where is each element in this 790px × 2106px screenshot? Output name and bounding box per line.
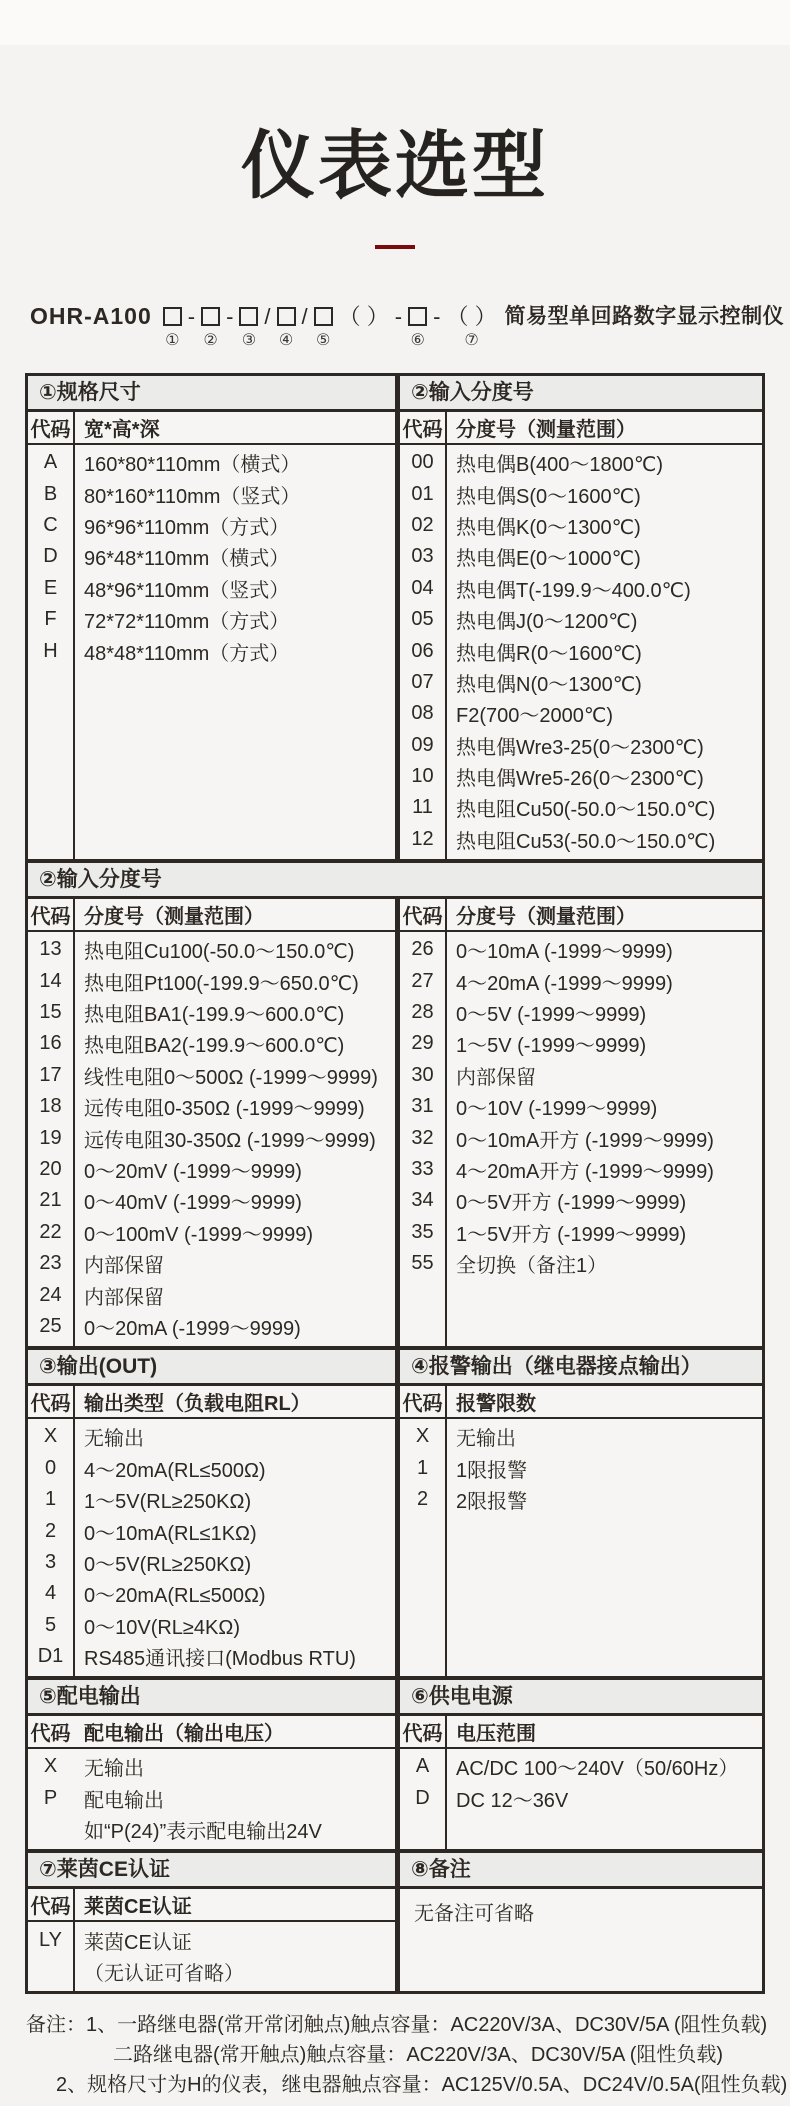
table-row	[400, 698, 762, 729]
table-row	[28, 934, 395, 965]
table-row	[28, 997, 395, 1028]
table-row	[400, 1248, 762, 1279]
value-cell: DC 12～36V	[456, 1789, 569, 1812]
table-row	[400, 667, 762, 698]
separator-glyph: （ ）	[446, 304, 497, 329]
code-cell: H	[43, 639, 58, 662]
table-row	[400, 1217, 762, 1248]
value-cell: 0～5V(RL≥250KΩ)	[84, 1553, 252, 1576]
code-cell: 10	[411, 765, 434, 788]
value-cell: 无输出	[456, 1428, 516, 1451]
table-row	[400, 997, 762, 1028]
code-cell: 35	[411, 1220, 434, 1243]
table-row	[400, 447, 762, 478]
box-outline	[277, 307, 296, 326]
code-cell: 16	[39, 1032, 62, 1055]
value-cell: 0～10V (-1999～9999)	[456, 1098, 658, 1121]
table-section	[28, 859, 762, 1346]
model-code-line	[30, 303, 790, 351]
code-cell: 03	[411, 545, 434, 568]
table-row	[400, 934, 762, 965]
table-half	[28, 412, 395, 859]
table-row	[28, 447, 395, 478]
footnote-line: 2、规格尺寸为H的仪表，继电器触点容量：AC125V/0.5A、DC24V/0.5A(阻性负载)	[56, 2074, 788, 2097]
code-cell: 02	[411, 513, 434, 536]
value-cell: 热电偶T(-199.9～400.0℃)	[456, 579, 691, 602]
code-cell: 4	[44, 1582, 57, 1605]
code-column-header: 代码	[30, 906, 71, 929]
table-row	[400, 1484, 762, 1515]
code-cell: 55	[411, 1252, 434, 1275]
code-cell: 04	[411, 576, 434, 599]
value-cell: 0～20mA(RL≤500Ω)	[84, 1585, 266, 1608]
label-column-header: 宽*高*深	[84, 419, 160, 441]
table-header-row	[28, 899, 395, 932]
table-row	[400, 824, 762, 855]
separator-glyph: /	[301, 304, 308, 329]
code-column-header: 代码	[402, 906, 443, 929]
section-title: ②输入分度号	[28, 863, 762, 899]
separator-glyph: （ ）	[338, 304, 389, 329]
code-cell: 17	[39, 1063, 62, 1086]
model-box	[408, 303, 427, 351]
table-row	[28, 1453, 395, 1484]
code-cell: 31	[411, 1095, 434, 1118]
code-cell: B	[43, 482, 58, 505]
code-cell: 28	[411, 1001, 434, 1024]
code-cell: D	[43, 545, 58, 568]
table-header-row	[400, 899, 762, 932]
value-cell: 热电偶R(0～1600℃)	[456, 642, 642, 665]
code-cell: 22	[39, 1220, 62, 1243]
value-cell: 无输出	[84, 1428, 144, 1451]
code-column-header: 代码	[402, 1723, 443, 1746]
section-note-text: 无备注可省略	[414, 1903, 534, 1926]
box-glyph	[314, 303, 333, 330]
value-cell: 热电偶Wre3-25(0～2300℃)	[456, 736, 704, 759]
code-cell: 33	[411, 1158, 434, 1180]
table-row	[28, 1547, 395, 1578]
code-cell: A	[43, 451, 58, 474]
code-cell: 2	[44, 1519, 57, 1542]
code-cell: 12	[411, 827, 434, 850]
box-outline	[314, 307, 333, 326]
table-row	[400, 1185, 762, 1216]
box-outline	[163, 307, 182, 326]
table-header-row	[400, 1386, 762, 1419]
model-separator	[302, 303, 308, 351]
value-cell: 热电偶J(0～1200℃)	[456, 611, 638, 634]
table-header-row	[28, 412, 395, 445]
separator-glyph: -	[394, 304, 403, 329]
code-cell: 34	[411, 1189, 434, 1212]
footnote-line: 备注：1、一路继电器(常开常闭触点)触点容量：AC220V/3A、DC30V/5A (阻性负载)	[26, 2014, 768, 2037]
code-cell: 14	[39, 969, 62, 992]
code-column-header: 代码	[402, 1393, 443, 1416]
table-half	[400, 899, 762, 1346]
table-row	[400, 1060, 762, 1091]
table-half	[400, 412, 762, 859]
value-cell: 80*160*110mm（竖式）	[84, 485, 301, 508]
table-row	[28, 635, 395, 666]
value-cell: 1～5V (-1999～9999)	[456, 1035, 647, 1058]
table-header-row	[28, 1386, 395, 1419]
separator-glyph: -	[433, 304, 441, 329]
table-row	[28, 541, 395, 572]
table-row	[28, 1751, 395, 1782]
code-cell: 06	[411, 639, 434, 662]
code-cell: 2	[416, 1488, 429, 1511]
box-glyph	[239, 303, 258, 330]
table-row	[400, 1783, 762, 1814]
section-title: ⑦莱茵CE认证	[28, 1853, 395, 1889]
table-row	[400, 1091, 762, 1122]
code-cell: 32	[411, 1126, 434, 1149]
table-row	[28, 1515, 395, 1546]
code-cell: X	[415, 1425, 430, 1448]
value-cell: 热电阻Cu100(-50.0～150.0℃)	[84, 941, 355, 964]
table-half	[400, 1889, 762, 1991]
table-row	[28, 1578, 395, 1609]
code-cell: 05	[411, 608, 434, 631]
section-title: ⑧备注	[400, 1853, 762, 1889]
code-cell: A	[415, 1755, 430, 1778]
table-row	[400, 541, 762, 572]
value-cell: AC/DC 100～240V（50/60Hz）	[456, 1758, 739, 1781]
table-row	[28, 573, 395, 604]
table-half	[28, 1716, 395, 1849]
value-cell: 热电阻BA2(-199.9～600.0℃)	[84, 1035, 345, 1058]
value-cell: 配电输出	[84, 1789, 164, 1812]
code-cell: 21	[39, 1189, 62, 1212]
circled-number: ⑤	[316, 332, 331, 349]
model-box	[201, 303, 220, 351]
model-separator	[264, 303, 270, 351]
selection-table	[25, 373, 765, 1994]
value-cell: 96*48*110mm（横式）	[84, 548, 290, 571]
table-row	[400, 635, 762, 666]
value-cell: 1～5V开方 (-1999～9999)	[456, 1223, 687, 1246]
value-cell: 4～20mA开方 (-1999～9999)	[456, 1161, 714, 1183]
value-cell: 0～40mV (-1999～9999)	[84, 1192, 302, 1215]
value-cell: 热电偶E(0～1000℃)	[456, 548, 641, 571]
code-cell: 20	[39, 1158, 62, 1180]
value-cell: 0～20mV (-1999～9999)	[84, 1161, 302, 1183]
value-cell: 4～20mA (-1999～9999)	[456, 972, 673, 995]
separator-glyph: /	[264, 304, 271, 329]
table-row	[28, 510, 395, 541]
value-cell: 160*80*110mm（横式）	[84, 454, 301, 477]
table-row	[400, 1154, 762, 1185]
table-row	[28, 1091, 395, 1122]
table-row	[400, 1122, 762, 1153]
table-row	[28, 604, 395, 635]
table-row	[400, 965, 762, 996]
code-cell: 11	[412, 796, 433, 819]
circled-number: ②	[203, 332, 218, 349]
table-row	[28, 1279, 395, 1310]
table-row	[28, 965, 395, 996]
table-row	[28, 1956, 395, 1987]
value-cell: 72*72*110mm（方式）	[84, 611, 290, 634]
table-row	[28, 1814, 395, 1845]
box-glyph	[201, 303, 220, 330]
page-title: 仪表选型	[241, 124, 549, 207]
code-cell: 27	[411, 969, 434, 992]
model-box	[163, 303, 182, 351]
table-header-row	[28, 1716, 395, 1749]
table-row	[400, 792, 762, 823]
code-cell: P	[43, 1786, 58, 1809]
value-cell: 热电偶S(0～1600℃)	[456, 485, 641, 508]
box-outline	[408, 307, 427, 326]
table-row	[28, 1060, 395, 1091]
value-cell: 1限报警	[456, 1459, 528, 1482]
value-cell: 全切换（备注1）	[456, 1255, 608, 1278]
separator-glyph: -	[187, 304, 196, 329]
table-row	[400, 761, 762, 792]
value-cell: 0～5V开方 (-1999～9999)	[456, 1192, 687, 1215]
value-cell: 内部保留	[84, 1286, 164, 1309]
code-cell: X	[43, 1755, 58, 1778]
value-cell: 内部保留	[84, 1255, 164, 1278]
box-glyph	[408, 303, 427, 330]
code-cell: D	[415, 1786, 430, 1809]
label-column-header: 电压范围	[456, 1723, 536, 1746]
table-row	[400, 604, 762, 635]
code-cell: 0	[44, 1456, 57, 1479]
footnotes	[26, 2010, 790, 2100]
table-row	[400, 510, 762, 541]
value-cell: 48*48*110mm（方式）	[84, 642, 290, 665]
value-cell: 热电阻BA1(-199.9～600.0℃)	[84, 1004, 345, 1027]
label-column-header: 配电输出（输出电压）	[84, 1723, 284, 1746]
box-outline	[239, 307, 258, 326]
table-row	[28, 1610, 395, 1641]
code-cell: 26	[411, 938, 434, 961]
value-cell: 96*96*110mm（方式）	[84, 516, 290, 539]
table-row	[28, 1154, 395, 1185]
model-box	[314, 303, 333, 351]
value-cell: 0～10mA开方 (-1999～9999)	[456, 1129, 714, 1152]
value-cell: 0～10mA(RL≤1KΩ)	[84, 1522, 257, 1545]
value-cell: F2(700～2000℃)	[456, 705, 613, 728]
code-cell: X	[43, 1425, 58, 1448]
table-row	[28, 1641, 395, 1672]
value-cell: 热电偶B(400～1800℃)	[456, 454, 663, 477]
table-row	[28, 1484, 395, 1515]
table-section	[28, 1676, 762, 1849]
table-row	[28, 1421, 395, 1452]
section-title: ⑤配电输出	[28, 1680, 395, 1716]
table-section	[28, 1346, 762, 1676]
code-cell: 25	[39, 1314, 62, 1337]
value-cell: 热电阻Cu50(-50.0～150.0℃)	[456, 799, 716, 822]
model-prefix: OHR-A100	[30, 303, 152, 329]
code-cell: F	[44, 608, 57, 631]
code-cell: 08	[411, 702, 434, 725]
value-cell: 0～10V(RL≥4KΩ)	[84, 1616, 240, 1639]
box-glyph	[277, 303, 296, 330]
value-cell: 2限报警	[456, 1491, 528, 1514]
label-column-header: 莱茵CE认证	[84, 1896, 192, 1919]
label-column-header: 输出类型（负载电阻RL）	[84, 1393, 311, 1416]
section-title: ③输出(OUT)	[28, 1350, 395, 1386]
box-glyph	[163, 303, 182, 330]
value-cell: 远传电阻30-350Ω (-1999～9999)	[84, 1129, 376, 1152]
box-outline	[201, 307, 220, 326]
label-column-header: 分度号（测量范围）	[84, 906, 264, 929]
code-cell: 13	[39, 938, 62, 961]
code-column-header: 代码	[30, 1393, 71, 1416]
table-row	[28, 1122, 395, 1153]
table-row	[400, 573, 762, 604]
code-cell: E	[43, 576, 58, 599]
table-row	[28, 1311, 395, 1342]
value-cell: 热电阻Cu53(-50.0～150.0℃)	[456, 830, 716, 853]
table-row	[28, 1217, 395, 1248]
code-cell: LY	[39, 1928, 62, 1951]
table-row	[28, 1028, 395, 1059]
table-row	[400, 1453, 762, 1484]
value-cell: 如“P(24)”表示配电输出24V	[84, 1821, 322, 1844]
code-column-header: 代码	[402, 419, 443, 441]
code-cell: 07	[411, 670, 434, 693]
title-divider	[375, 245, 415, 249]
table-row	[400, 730, 762, 761]
value-cell: 内部保留	[456, 1066, 536, 1089]
code-cell: 24	[39, 1283, 62, 1306]
table-header-row	[28, 1889, 395, 1922]
code-cell: 15	[39, 1001, 62, 1024]
circled-number: ⑥	[410, 332, 425, 349]
table-half	[28, 1386, 395, 1676]
table-row	[28, 1248, 395, 1279]
code-cell: 1	[416, 1456, 429, 1479]
section-title: ②输入分度号	[400, 376, 762, 412]
table-row	[28, 1185, 395, 1216]
section-title: ⑥供电电源	[400, 1680, 762, 1716]
code-cell: 19	[39, 1126, 62, 1149]
value-cell: （无认证可省略）	[84, 1963, 244, 1986]
value-cell: 无输出	[84, 1758, 144, 1781]
code-column-header: 代码	[30, 1896, 71, 1919]
value-cell: 0～100mV (-1999～9999)	[84, 1223, 314, 1246]
value-cell: 热电偶Wre5-26(0～2300℃)	[456, 768, 704, 791]
table-header-row	[400, 412, 762, 445]
table-section	[28, 1849, 762, 1991]
code-column-header: 代码	[30, 419, 71, 441]
table-row	[28, 1924, 395, 1955]
code-cell: D1	[37, 1645, 64, 1668]
value-cell: 0～20mA (-1999～9999)	[84, 1317, 301, 1340]
code-cell: 01	[411, 482, 434, 505]
circled-number: ④	[278, 332, 294, 349]
table-row	[400, 1028, 762, 1059]
table-half	[400, 1716, 762, 1849]
table-half	[28, 1889, 395, 1991]
table-header-row	[400, 1716, 762, 1749]
code-cell: 30	[411, 1063, 434, 1086]
model-separator	[339, 303, 389, 351]
model-separator	[395, 303, 402, 351]
code-cell: 3	[44, 1550, 57, 1573]
value-cell: 热电阻Pt100(-199.9～650.0℃)	[84, 972, 359, 995]
circled-number: ①	[165, 332, 180, 349]
code-column-header: 代码	[30, 1723, 71, 1746]
table-row	[400, 1751, 762, 1782]
model-separator	[433, 303, 440, 351]
model-tokens	[160, 303, 500, 351]
table-half	[400, 1386, 762, 1676]
model-separator	[188, 303, 195, 351]
value-cell: 1～5V(RL≥250KΩ)	[84, 1491, 252, 1514]
model-separator	[226, 303, 233, 351]
table-row	[400, 1421, 762, 1452]
label-column-header: 报警限数	[456, 1393, 536, 1416]
value-cell: 线性电阻0～500Ω (-1999～9999)	[84, 1066, 378, 1089]
code-cell: 5	[44, 1613, 57, 1636]
code-cell: C	[43, 513, 58, 536]
code-cell: 23	[39, 1252, 62, 1275]
table-section	[28, 376, 762, 859]
label-column-header: 分度号（测量范围）	[456, 419, 636, 441]
value-cell: 热电偶N(0～1300℃)	[456, 673, 642, 696]
code-cell: 18	[39, 1095, 62, 1118]
value-cell: 远传电阻0-350Ω (-1999～9999)	[84, 1098, 365, 1121]
model-separator	[446, 303, 496, 351]
value-cell: 48*96*110mm（竖式）	[84, 579, 290, 602]
value-cell: 0～10mA (-1999～9999)	[456, 941, 673, 964]
code-cell: 00	[411, 451, 434, 474]
footnote-line: 二路继电器(常开触点)触点容量：AC220V/3A、DC30V/5A (阻性负载)	[113, 2044, 724, 2067]
model-suffix: 简易型单回路数字显示控制仪	[504, 305, 785, 328]
value-cell: 莱茵CE认证	[84, 1931, 192, 1954]
section-title: ①规格尺寸	[28, 376, 395, 412]
separator-glyph: -	[226, 304, 234, 329]
model-box	[277, 303, 296, 351]
model-box	[239, 303, 258, 351]
section-title: ④报警输出（继电器接点输出）	[400, 1350, 762, 1386]
value-cell: RS485通讯接口(Modbus RTU)	[84, 1648, 356, 1671]
circled-number: ③	[241, 332, 257, 349]
code-cell: 09	[411, 733, 434, 756]
table-half	[28, 899, 395, 1346]
top-strip	[0, 0, 790, 45]
value-cell: 4～20mA(RL≤500Ω)	[84, 1459, 266, 1482]
table-row	[28, 478, 395, 509]
code-cell: 29	[411, 1032, 434, 1055]
circled-number: ⑦	[464, 332, 479, 349]
table-row	[28, 1783, 395, 1814]
label-column-header: 分度号（测量范围）	[456, 906, 636, 929]
value-cell: 0～5V (-1999～9999)	[456, 1004, 647, 1027]
table-row	[400, 478, 762, 509]
code-cell: 1	[44, 1488, 57, 1511]
value-cell: 热电偶K(0～1300℃)	[456, 516, 641, 539]
